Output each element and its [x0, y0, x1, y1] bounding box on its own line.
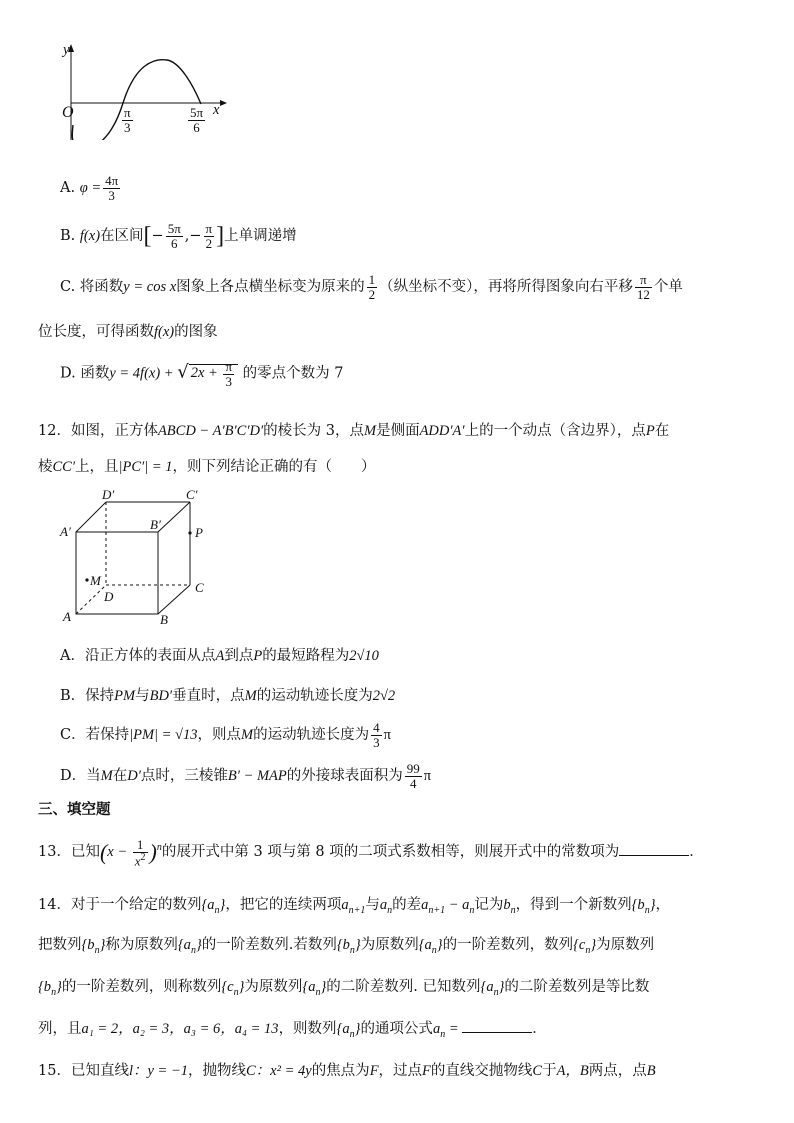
q11-option-c-line2: 位长度，可得函数f(x)的图象 [38, 324, 218, 340]
graph-tick-pi3: $\frac{\pi}{3}$ [124, 105, 131, 135]
section-heading-fill-in: 三、填空题 [38, 802, 111, 818]
graph-y-label: y [63, 42, 70, 58]
q12-option-d: D．当M在D′点时，三棱锥B′ − MAP的外接球表面积为 $\frac{99}{4}$ π [60, 761, 432, 791]
graph-origin: O [62, 104, 74, 121]
q11-option-d: D. 函数y = 4f(x) + √ 2x + $\frac{\pi}{3}$ 的零点个数为 7 [60, 359, 344, 389]
cube-label-D1: D′ [102, 487, 115, 502]
q12-stem-line2: 棱CC′上，且|PC′| = 1，则下列结论正确的有（ ） [38, 459, 376, 475]
cube-label-A: A [63, 609, 71, 624]
cube-figure [60, 485, 220, 625]
q11-option-a: A. φ = $\frac{4\pi}{3}$ [60, 173, 119, 203]
cube-label-A1: A′ [60, 524, 71, 539]
cube-label-P: P [195, 525, 203, 540]
q14-line3: $\{b_n\}$的一阶差数列，则称数列$\{c_n\}$为原数列$\{a_n\}$的二阶差数列. 已知数列$\{a_n\}$的二阶差数列是等比数 [38, 979, 650, 998]
graph-x-label: x [213, 102, 220, 118]
cube-label-B: B [160, 612, 168, 627]
q12-option-b: B．保持PM与BD′垂直时，点M的运动轨迹长度为2√2 [60, 688, 396, 704]
q14-line1: 14．对于一个给定的数列$\{a_n\}$，把它的连续两项$a_{n+1}$与$a_n$的差$a_{n+1} - a_n$记为$b_n$，得到一个新数列$\{b_n\}$， [38, 897, 670, 916]
q14-line2: 把数列$\{b_n\}$称为原数列$\{a_n\}$的一阶差数列.若数列$\{b_n\}$为原数列$\{a_n\}$的一阶差数列，数列$\{c_n\}$为原数列 [38, 937, 655, 956]
q11-option-c: C. 将函数y = cos x图象上各点横坐标变为原来的 $\frac{1}{2}$ （纵坐标不变），再将所得图象向右平移 $\frac{\pi}{12}$ 个单 [60, 272, 683, 302]
q11-option-b: B. f(x)在区间[− $\frac{5\pi}{6}$ ,− $\frac{\pi}{2}$ ]上单调递增 [60, 221, 297, 251]
cube-label-C: C [195, 580, 204, 595]
q12-stem-line1: 12．如图，正方体ABCD − A′B′C′D′的棱长为 3，点M是侧面ADD′A′上的一个动点（含边界），点P在 [38, 423, 670, 439]
cube-label-D: D [104, 589, 114, 604]
q12-option-c: C．若保持|PM| = √13，则点M的运动轨迹长度为 $\frac{4}{3}$ π [60, 720, 391, 750]
q13-stem: 13．已知(x − $\frac{1}{x^2}$ )$^n$的展开式中第 3 项与第 8 项的二项式系数相等，则展开式中的常数项为 ． [38, 837, 704, 868]
cube-label-B1: B′ [150, 517, 161, 532]
graph-tick-5pi6: $\frac{5\pi}{6}$ [190, 105, 204, 135]
q15-line1: 15．已知直线l：y = −1，抛物线C：x² = 4y的焦点为F，过点F的直线交抛物线C于A，B两点，点B [38, 1063, 656, 1079]
cube-label-M: M [90, 573, 101, 588]
q14-line4: 列，且a₁ = 2，a₂ = 3，a₃ = 6，a₄ = 13，则数列$\{a_n\}$的通项公式$a_n$ = ． [38, 1017, 547, 1040]
cube-label-C1: C′ [186, 487, 198, 502]
q12-option-a: A．沿正方体的表面从点A到点P的最短路程为2√10 [60, 648, 379, 664]
